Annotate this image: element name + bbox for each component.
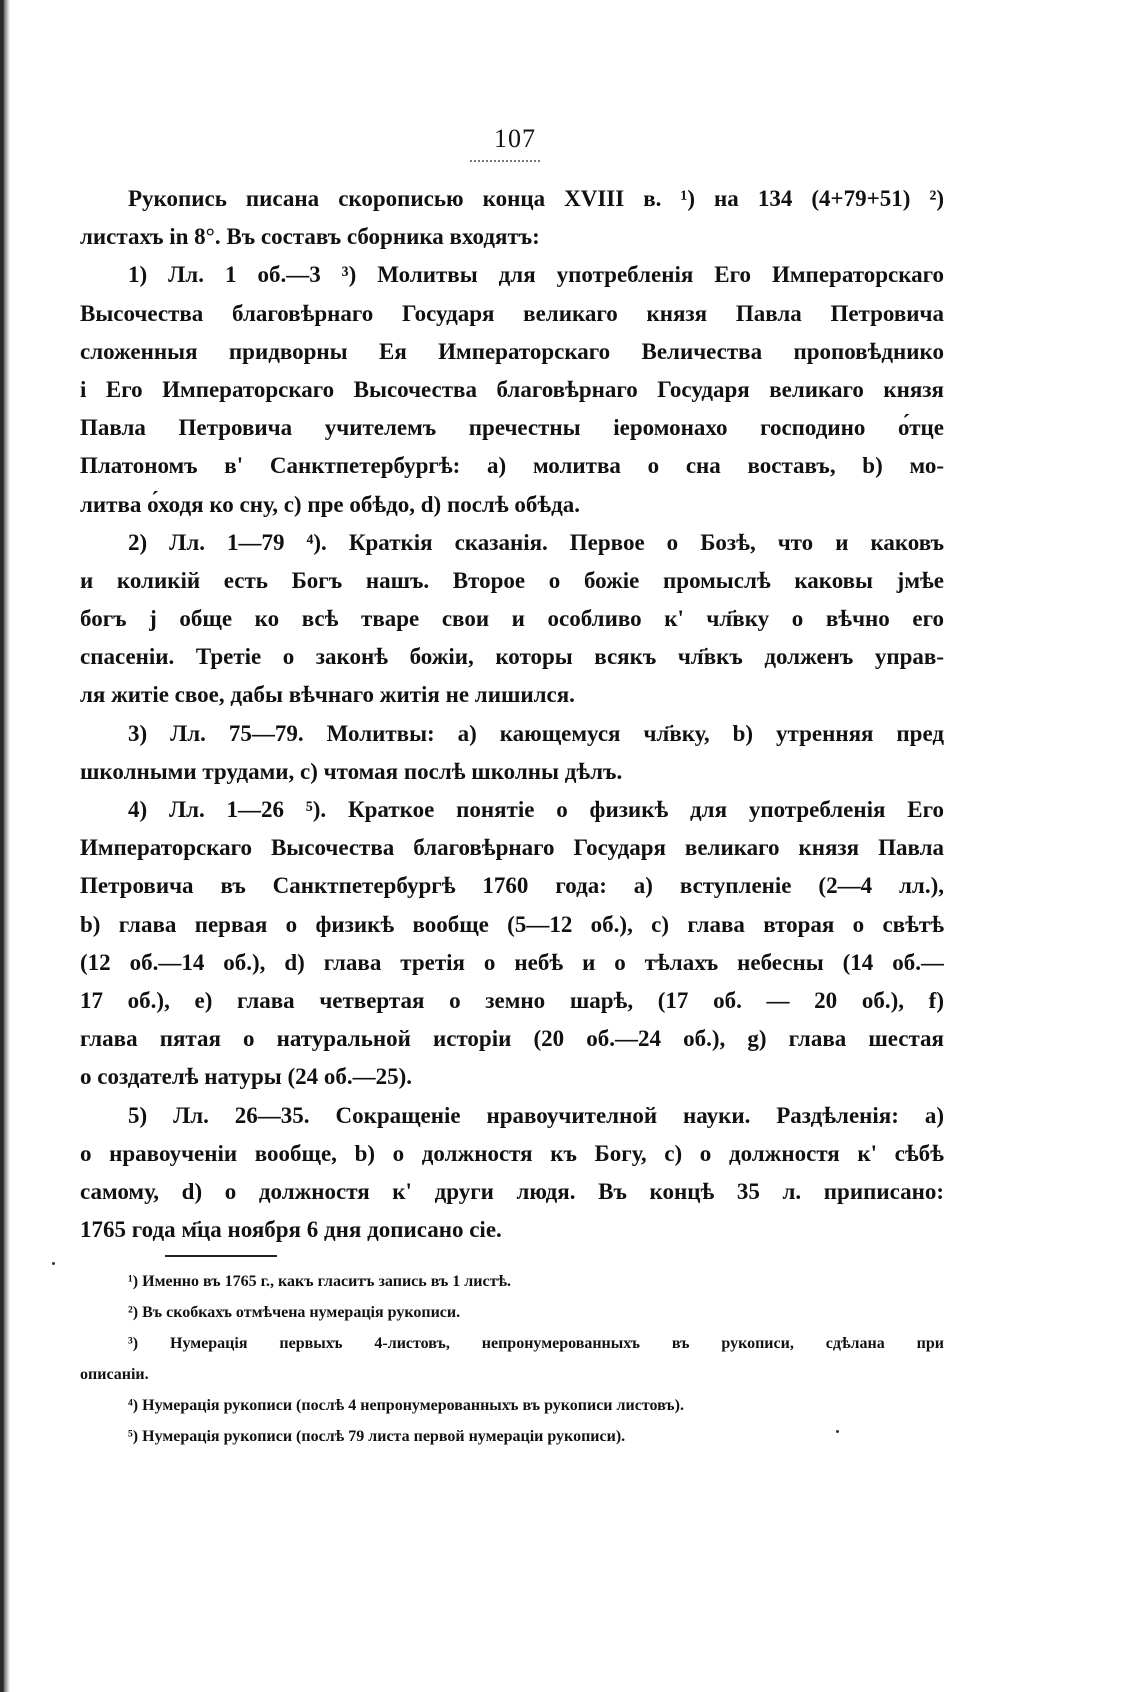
text-line: (12 об.—14 об.), d) глава третія о небѣ и о тѣлахъ небесны (14 об.—	[80, 949, 944, 975]
text-line: спасеніи. Третіе о законѣ божіи, которы всякъ чл҃вкъ долженъ управ-	[80, 644, 944, 670]
footnote-line: ¹) Именно въ 1765 г., какъ гласитъ запись въ 1 листѣ.	[128, 1273, 512, 1290]
text-line: b) глава первая о физикѣ вообще (5—12 об.), с) глава вторая о свѣтѣ	[80, 911, 944, 937]
scan-speck	[52, 1262, 55, 1265]
page-number-rule	[470, 160, 540, 162]
footnote-4	[80, 1390, 944, 1421]
text-line: глава пятая о натуральной исторіи (20 об.—24 об.), g) глава шестая	[80, 1026, 944, 1052]
text-line: 5) Лл. 26—35. Сокращеніе нравоучителной науки. Раздѣленія: а)	[128, 1102, 944, 1128]
text-line: Высочества благовѣрнаго Государя великаго князя Павла Петровича	[80, 300, 944, 326]
text-line: 1) Лл. 1 об.—3 ³) Молитвы для употребленія Его Императорскаго	[128, 262, 944, 288]
text-line: и коликій есть Богъ нашъ. Второе о божіе промыслѣ каковы јмѣе	[80, 567, 944, 593]
text-line: о нравоученіи вообще, b) о должностя къ Богу, с) о должностя к' сѣбѣ	[80, 1140, 944, 1166]
footnote-line: ²) Въ скобкахъ отмѣчена нумерація рукописи.	[128, 1304, 461, 1321]
text-line: ля житіе свое, дабы вѣчнаго житія не лишился.	[80, 682, 575, 708]
footnote-line: ⁵) Нумерація рукописи (послѣ 79 листа первой нумераціи рукописи).	[128, 1428, 626, 1445]
text-line: о создателѣ натуры (24 об.—25).	[80, 1064, 413, 1090]
text-line: 4) Лл. 1—26 ⁵). Краткое понятіе о физикѣ для употребленія Его	[128, 797, 944, 822]
paragraph-item-4	[80, 791, 944, 1097]
footnote-5	[80, 1421, 944, 1452]
paragraph-item-1	[80, 256, 944, 523]
footnote-3	[80, 1328, 944, 1390]
footnotes	[80, 1266, 944, 1452]
text-line: 17 об.), е) глава четвертая о земно шарѣ, (17 об. — 20 об.), f)	[80, 987, 944, 1013]
scan-speck	[836, 1430, 839, 1433]
text-line: Павла Петровича учителемъ пречестны іеромонахо господино о́тце	[80, 415, 944, 441]
text-line: і Его Императорскаго Высочества благовѣрнаго Государя великаго князя	[80, 376, 944, 402]
text-line: Платономъ в' Санктпетербургѣ: а) молитва о сна воставъ, b) мо-	[80, 453, 944, 479]
footnote-separator	[165, 1255, 277, 1257]
footnote-line: ³) Нумерація первыхъ 4-листовъ, непронумерованныхъ въ рукописи, сдѣлана при	[128, 1335, 944, 1352]
footnote-line: описаніи.	[80, 1366, 149, 1383]
paragraph-item-5	[80, 1097, 944, 1250]
text-line: 1765 года м҃ца ноября 6 дня дописано сіе.	[80, 1217, 502, 1243]
text-line: Императорскаго Высочества благовѣрнаго Государя великаго князя Павла	[80, 835, 944, 861]
text-line: богъ ј обще ко всѣ тваре свои и особливо к' чл҃вку о вѣчно его	[80, 606, 944, 632]
text-line: Рукопись писана скорописью конца XVIII в. ¹) на 134 (4+79+51) ²)	[128, 186, 944, 211]
footnote-line: ⁴) Нумерація рукописи (послѣ 4 непронумерованныхъ въ рукописи листовъ).	[128, 1397, 684, 1414]
text-line: литва о́ходя ко сну, с) пре обѣдо, d) послѣ обѣда.	[80, 491, 581, 517]
paragraph-intro	[80, 180, 944, 256]
text-line: 2) Лл. 1—79 ⁴). Краткія сказанія. Первое о Бозѣ, что и каковъ	[128, 529, 944, 555]
paragraph-item-3	[80, 715, 944, 791]
text-line: школными трудами, с) чтомая послѣ школны дѣлъ.	[80, 758, 623, 784]
text-line: самому, d) о должностя к' други людя. Въ концѣ 35 л. приписано:	[80, 1178, 944, 1204]
footnote-1	[80, 1266, 944, 1297]
text-line: Петровича въ Санктпетербургѣ 1760 года: а) вступленіе (2—4 лл.),	[80, 873, 944, 899]
body-text	[80, 180, 944, 1249]
page-number: 107	[494, 124, 536, 153]
text-line: 3) Лл. 75—79. Молитвы: а) кающемуся чл҃вку, b) утренняя пред	[128, 720, 944, 746]
page-left-edge-shadow	[0, 0, 10, 1692]
text-line: сложенныя придворны Ея Императорскаго Величества проповѣднико	[80, 338, 944, 364]
text-line: листахъ in 8°. Въ составъ сборника входятъ:	[80, 224, 540, 250]
paragraph-item-2	[80, 524, 944, 715]
footnote-2	[80, 1297, 944, 1328]
